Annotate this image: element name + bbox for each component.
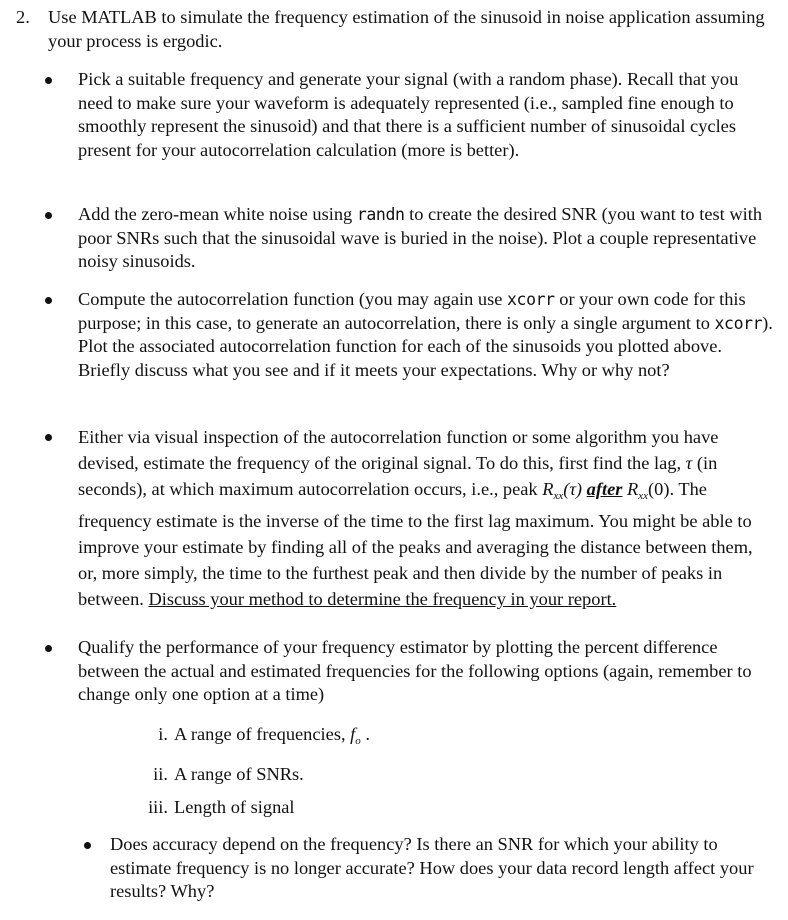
- bullet-text: Either via visual inspection of the autocorrelation function or some algorithm you have devised, estimate the frequency of the original signal. To do this, first find the lag,: [78, 427, 719, 473]
- bullet-text: ). Plot the associated autocorrelation function for each of the sinusoids you plotted above. Briefly discuss what you see and if it meets your expectations. Why or why not?: [78, 312, 773, 380]
- bullet-dot: [84, 842, 91, 849]
- bullet-signal-generation: [78, 68, 774, 162]
- sublist-text: A range of SNRs.: [174, 764, 304, 784]
- bullet-text: Qualify the performance of your frequency estimator by plotting the percent difference between the actual and estimated frequencies for the following options (again, remember to change only one option at a time): [78, 637, 752, 704]
- math-R: R: [542, 478, 554, 499]
- bullet-accuracy-questions: [110, 833, 780, 904]
- bullet-dot: [45, 645, 52, 652]
- bullet-dot: [45, 434, 52, 441]
- bullet-text: or your own code for this purpose; in this case, to generate an autocorrelation, there is only a single argument to: [78, 289, 746, 333]
- math-arg: (τ): [563, 478, 583, 499]
- code-xcorr: xcorr: [507, 290, 555, 309]
- sublist-item: [130, 723, 370, 754]
- bullet-dot: [45, 297, 52, 304]
- underlined-instruction: Discuss your method to determine the frequency in your report.: [148, 588, 617, 609]
- sublist-number: ii.: [153, 764, 168, 784]
- bullet-text: to create the desired SNR (you want to test with poor SNRs such that the sinusoidal wave is buried in the noise). Plot a couple representative noisy sinusoids.: [78, 204, 763, 271]
- bullet-text: Compute the autocorrelation function (you may again use: [78, 289, 507, 309]
- bullet-text: Pick a suitable frequency and generate your signal (with a random phase). Recall that you need to make sure your waveform is adequately represented (i.e., sampled fine enough to smoothly represent the sinusoid) and that there is a sufficient number of sinusoidal cycles present for your autocorrelation calculation (more is better).: [78, 69, 739, 160]
- math-sub: o: [355, 735, 361, 747]
- bullet-estimate-frequency: [78, 425, 774, 613]
- sublist-item: [130, 796, 295, 820]
- problem-intro: Use MATLAB to simulate the frequency estimation of the sinusoid in noise application assuming your process is ergodic.: [48, 7, 765, 51]
- tau-symbol: τ: [685, 452, 693, 473]
- math-arg: (0): [648, 478, 670, 499]
- code-xcorr: xcorr: [714, 313, 763, 333]
- code-randn: randn: [356, 205, 405, 224]
- bullet-autocorrelation: [78, 288, 774, 382]
- math-f: f: [350, 724, 356, 744]
- bullet-text: Add the zero-mean white noise using: [78, 204, 357, 224]
- bullet-text: . The frequency estimate is the inverse of the time to the first lag maximum. You might be able to improve your estimate by finding all of the peaks and averaging the distance between them, or, more simply, the time to the furthest peak and then divide by the number of peaks in between.: [78, 478, 753, 609]
- after-emphasis: after: [586, 478, 623, 499]
- sublist-tail: .: [360, 724, 370, 744]
- bullet-dot: [45, 212, 52, 219]
- sublist-number: iii.: [148, 797, 168, 817]
- math-sub: xx: [553, 489, 564, 502]
- bullet-qualify-performance: [78, 636, 774, 707]
- math-sub: xx: [638, 489, 649, 502]
- bullet-add-noise: [78, 203, 774, 274]
- sublist-number: i.: [158, 724, 168, 744]
- sublist-text: Length of signal: [174, 797, 295, 817]
- sublist-item: [130, 763, 304, 787]
- bullet-dot: [45, 77, 52, 84]
- bullet-text: Does accuracy depend on the frequency? Is there an SNR for which your ability to estimate frequency is no longer accurate? How does your data record length affect your results? Why?: [110, 834, 754, 901]
- math-R: R: [627, 478, 639, 499]
- bullet-text: (in seconds), at which maximum autocorrelation occurs, i.e., peak: [78, 452, 718, 499]
- sublist-text: A range of frequencies,: [174, 724, 351, 744]
- problem-number: 2.: [16, 7, 30, 27]
